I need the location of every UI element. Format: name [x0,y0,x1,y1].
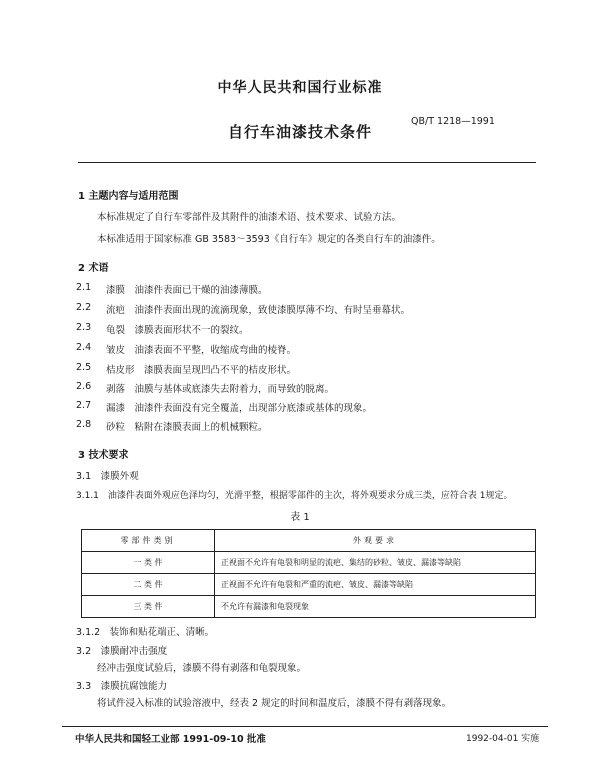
table-header-row [82,530,536,552]
table-cell-category: 二 类 件 [82,574,215,596]
table-cell-requirement: 正视面不允许有龟裂和严重的流疤、皱皮、漏漆等缺陷 [215,574,536,596]
table-row [82,574,536,596]
term-text: 漏漆 油漆件表面没有完全覆盖，出现部分底漆或基体的现象。 [106,403,373,414]
table-row [82,596,536,618]
term-text: 剥落 油膜与基体或底漆失去附着力，而导致的脱离。 [106,384,335,395]
term-text: 皱皮 油漆表面不平整，收缩成弯曲的棱脊。 [106,345,297,356]
section-1-heading: 1 主题内容与适用范围 [78,191,179,202]
table-1-caption: 表 1 [290,512,310,523]
issuing-authority: 中华人民共和国行业标准 [217,80,383,96]
term-text: 流疤 油漆件表面出现的流滴现象，致使漆膜厚薄不均、有时呈垂幕状。 [106,305,411,316]
table-cell-requirement: 正视面不允许有龟裂和明显的流疤、集结的砂粒、皱皮、漏漆等缺陷 [215,552,536,574]
subsection-3-1-heading: 3.1 漆膜外观 [76,471,139,482]
table-cell-category: 三 类 件 [82,596,215,618]
subsection-3-2-heading: 3.2 漆膜耐冲击强度 [76,646,168,657]
table-cell-category: 一 类 件 [82,552,215,574]
document-title: 自行车油漆技术条件 [227,123,372,141]
table-1 [81,529,536,618]
section-3-heading: 3 技术要求 [78,450,129,461]
subsection-3-3-heading: 3.3 漆膜抗腐蚀能力 [76,681,168,692]
implementation-date: 1992-04-01 实施 [466,734,540,744]
term-number: 2.6 [76,381,92,392]
term-number: 2.1 [76,282,92,293]
term-number: 2.2 [76,302,92,313]
section-1-paragraph-1: 本标准规定了自行车零部件及其附件的油漆术语、技术要求、试验方法。 [97,212,402,223]
term-number: 2.3 [76,322,92,333]
table-row [82,552,536,574]
standard-code: QB/T 1218—1991 [411,116,495,127]
subsection-3-3-text: 将试件浸入标准的试验溶液中，经表 2 规定的时间和温度后，漆膜不得有剥落现象。 [97,698,452,709]
term-text: 砂粒 粘附在漆膜表面上的机械颗粒。 [106,422,268,433]
term-text: 桔皮形 漆膜表面呈现凹凸不平的桔皮形状。 [106,365,297,376]
subsection-3-2-text: 经冲击强度试验后，漆膜不得有剥落和龟裂现象。 [97,663,307,674]
term-text: 龟裂 漆膜表面形状不一的裂纹。 [106,325,249,336]
header-divider [78,162,536,163]
term-number: 2.5 [76,362,92,373]
table-cell-requirement: 不允许有漏漆和龟裂现象 [215,596,536,618]
section-1-paragraph-2: 本标准适用于国家标准 GB 3583～3593《自行车》规定的各类自行车的油漆件。 [97,234,441,245]
footer-divider [62,726,548,727]
table-header-category: 零部件类别 [82,530,215,552]
clause-3-1-1: 3.1.1 油漆件表面外观应色泽均匀，光滑平整，根据零部件的主次，将外观要求分成三类，应符合表 1规定。 [76,491,513,501]
approval-statement: 中华人民共和国轻工业部 1991-09-10 批准 [75,734,266,745]
term-number: 2.4 [76,342,92,353]
term-number: 2.8 [76,419,92,430]
clause-3-1-2: 3.1.2 装饰和贴花端正、清晰。 [76,627,215,638]
term-text: 漆膜 油漆件表面已干燥的油漆薄膜。 [106,285,268,296]
term-number: 2.7 [76,400,92,411]
section-2-heading: 2 术语 [78,263,109,274]
table-header-requirement: 外观要求 [215,530,536,552]
